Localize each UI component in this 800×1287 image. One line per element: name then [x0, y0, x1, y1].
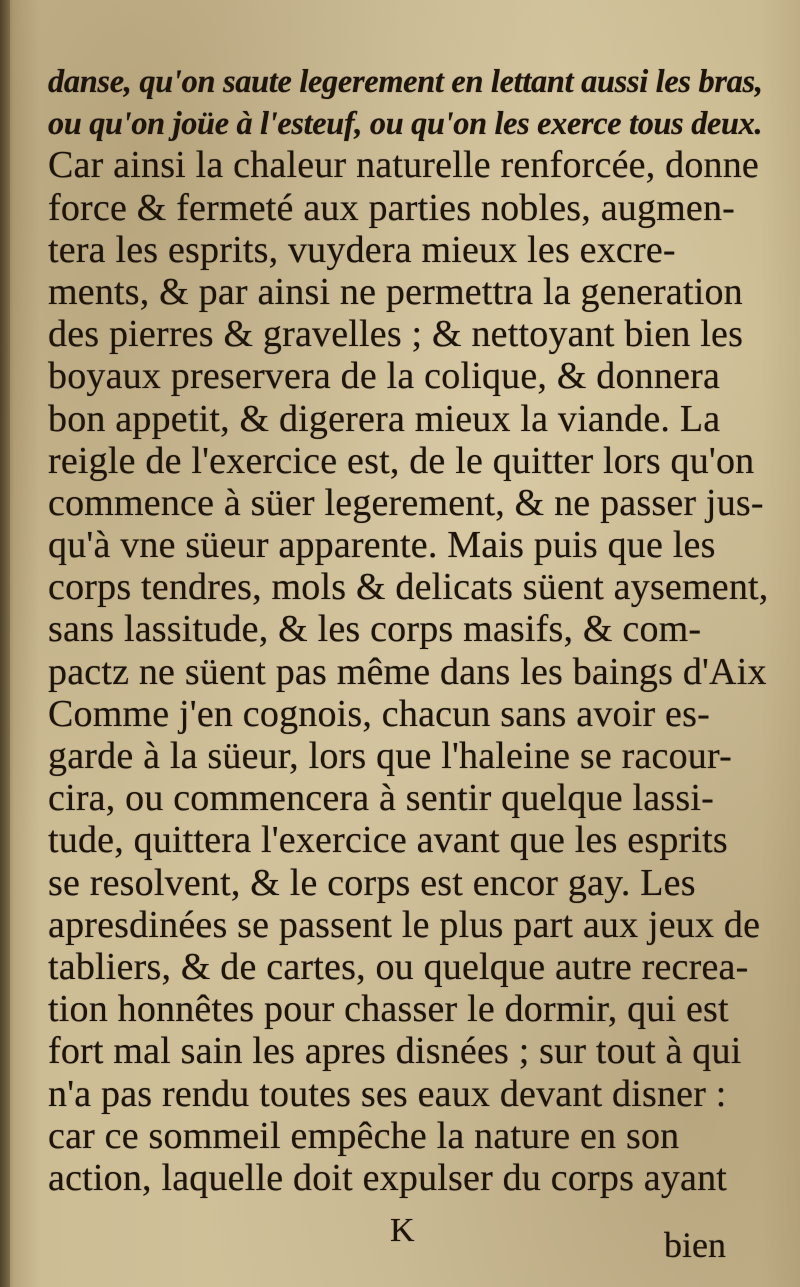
text-line: apresdinées se passent le plus part aux jeux de [48, 903, 761, 946]
page-footer [0, 1212, 800, 1272]
text-line: bon appetit, & digerera mieux la viande. La [48, 397, 721, 440]
text-line: force & fermeté aux parties nobles, augmen- [48, 186, 736, 229]
text-line: pactz ne süent pas même dans les baings d'Aix [48, 650, 767, 693]
text-line: tion honnêtes pour chasser le dormir, qui est [48, 988, 729, 1031]
text-line: tera les esprits, vuydera mieux les excre- [48, 228, 676, 271]
text-line: garde à la süeur, lors que l'haleine se racour- [48, 735, 732, 777]
text-line: fort mal sain les apres disnées ; sur tout à qui [48, 1030, 742, 1073]
text-line: Car ainsi la chaleur naturelle renforcée, donne [48, 144, 759, 187]
text-line: tude, quittera l'exercice avant que les esprits [48, 819, 728, 862]
text-line: tabliers, & de cartes, ou quelque autre recrea- [48, 945, 749, 988]
text-line: se resolvent, & le corps est encor gay. Les [48, 861, 696, 904]
text-line: sans lassitude, & les corps masifs, & com- [48, 608, 702, 651]
text-line: commence à süer legerement, & ne passer jus- [48, 481, 764, 524]
book-spine-edge [0, 0, 10, 1287]
text-line: cira, ou commencera à sentir quelque lassi- [48, 777, 714, 820]
text-line: danse, qu'on saute legerement en lettant aussi les bras, [48, 63, 763, 99]
text-line: qu'à vne süeur apparente. Mais puis que les [48, 524, 716, 567]
text-line: car ce sommeil empêche la nature en son [48, 1114, 680, 1157]
text-line: boyaux preservera de la colique, & donnera [48, 355, 721, 398]
text-line: n'a pas rendu toutes ses eaux devant disner : [48, 1072, 727, 1115]
text-line: ou qu'on joüe à l'esteuf, ou qu'on les exerce tous deux. [48, 105, 763, 142]
signature-mark: K [390, 1212, 415, 1249]
text-line: Comme j'en cognois, chacun sans avoir es- [48, 692, 710, 735]
text-line: des pierres & gravelles ; & nettoyant bien les [48, 313, 744, 356]
catchword: bien [664, 1225, 726, 1265]
text-line: reigle de l'exercice est, de le quitter lors qu'on [48, 439, 755, 482]
text-line: corps tendres, mols & delicats süent aysement, [48, 566, 769, 609]
text-line: action, laquelle doit expulser du corps ayant [48, 1156, 728, 1199]
text-line: ments, & par ainsi ne permettra la generation [48, 270, 743, 313]
page-text-block [48, 60, 770, 1199]
